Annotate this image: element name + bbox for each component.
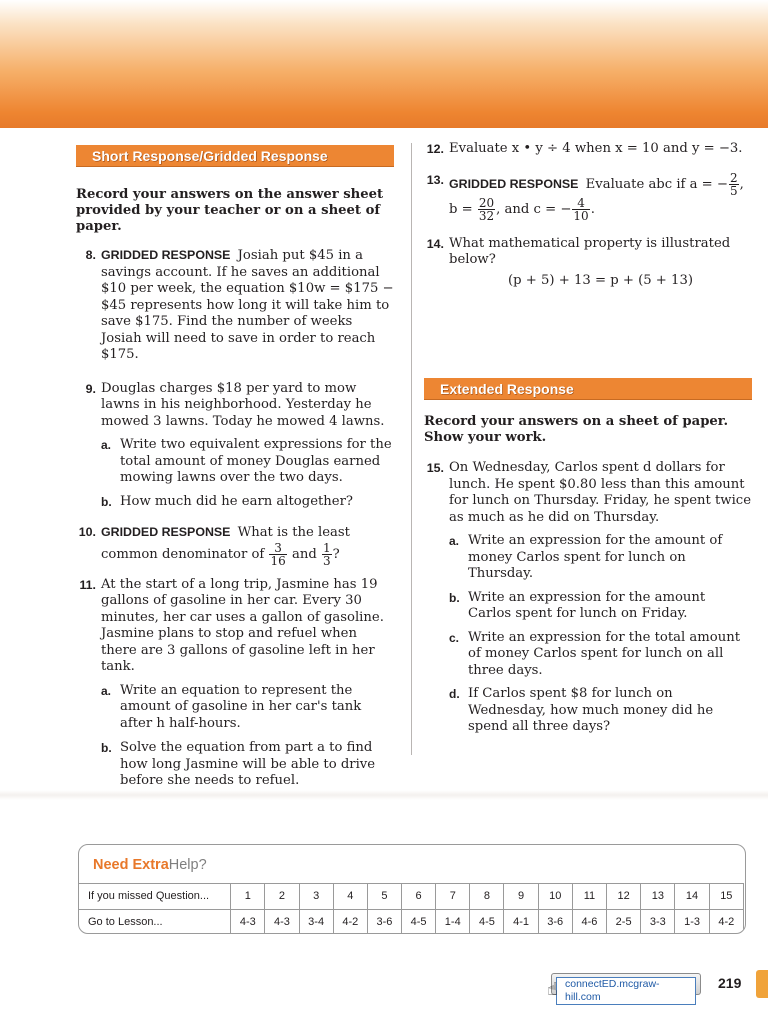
question-cell: 3 (299, 884, 333, 910)
question-text: Josiah put $45 in a savings account. If he saves an additional $10 per week, the equation $10w = $175 − $45 represents how long it will take him to save $175. Find the number of weeks Josiah will need to save in order to reach $175. (101, 248, 394, 362)
part-label: a. (101, 683, 112, 698)
lessons-row (78, 910, 744, 935)
c-equals: , and c = − (496, 201, 572, 217)
help-table (78, 883, 744, 934)
question-number: 14. (426, 236, 444, 251)
question-11a (101, 683, 394, 733)
connected-link[interactable] (551, 973, 701, 1003)
question-cell: 12 (607, 884, 641, 910)
part-text: Write an expression for the amount Carlos spent for lunch on Friday. (468, 589, 706, 621)
right-column (424, 141, 752, 736)
question-cell: 14 (675, 884, 709, 910)
question-9b (101, 494, 394, 511)
part-label: b. (101, 741, 112, 755)
part-text: Solve the equation from part a to find how long Jasmine will be able to drive before she needs to refuel. (120, 740, 376, 788)
question-mark: ? (332, 546, 340, 562)
question-cell: 7 (436, 884, 470, 910)
part-text: Write two equivalent expressions for the total amount of money Douglas earned mowing lawns over the two days. (120, 437, 392, 485)
lesson-cell: 4-6 (572, 910, 606, 935)
question-15d (449, 686, 752, 736)
extended-response-instructions: Record your answers on a sheet of paper. Show your work. (424, 414, 729, 445)
gridded-response-tag: GRIDDED RESPONSE (449, 176, 579, 191)
short-response-header: Short Response/Gridded Response (76, 145, 394, 167)
part-text: Write an expression for the total amount of money Carlos spent for lunch on all three days. (468, 629, 741, 678)
question-number: 9. (85, 381, 96, 396)
part-label: d. (449, 687, 460, 701)
question-cell: 5 (367, 884, 401, 910)
fraction-3-16: $\frac{3}{16}$ (270, 540, 286, 568)
short-response-instructions: Record your answers on the answer sheet provided by your teacher or on a sheet of paper. (76, 187, 384, 234)
part-text: Write an equation to represent the amount of gasoline in her car's tank after h half-hours. (120, 682, 362, 731)
part-label: c. (449, 630, 460, 645)
question-9 (76, 381, 394, 511)
question-text: On Wednesday, Carlos spent d dollars for lunch. He spent $0.80 less than this amount for lunch on Thursday. Friday, he spent twice as much as he did on Thursday. (449, 460, 751, 525)
question-cell: 2 (265, 884, 299, 910)
question-15c (449, 630, 752, 680)
question-cell: 10 (538, 884, 572, 910)
question-13: 13. GRIDDED RESPONSE Evaluate abc if a = − $\frac{2}{5}$ , b = $\frac{20}{32}$ , and c = − $\frac{4}{10}$ . (424, 172, 752, 222)
question-number: 12. (426, 142, 444, 156)
fraction-1-3: $\frac{1}{3}$ (322, 540, 331, 568)
question-text: Douglas charges $18 per yard to mow lawns in his neighborhood. Yesterday he mowed 3 lawns. Today he mowed 4 lawns. (101, 380, 385, 429)
fraction-c: $\frac{4}{10}$ (573, 195, 589, 223)
question-cell: 15 (709, 884, 743, 910)
question-12 (424, 141, 752, 158)
lesson-cell: 1-3 (675, 910, 709, 935)
question-text: Evaluate x • y ÷ 4 when x = 10 and y = −3. (449, 141, 743, 156)
question-cell: 11 (572, 884, 606, 910)
corner-tab (756, 970, 768, 998)
need-extra-help-box (78, 844, 746, 934)
part-text: If Carlos spent $8 for lunch on Wednesday, how much money did he spend all three days? (468, 686, 714, 734)
left-column (76, 145, 394, 790)
connected-link-text[interactable]: connectED.mcgraw-hill.com (556, 977, 696, 1005)
lesson-cell: 3-3 (641, 910, 675, 935)
and-text: and (291, 546, 317, 562)
question-11 (76, 577, 394, 790)
lesson-cell: 3-4 (299, 910, 333, 935)
question-14 (424, 236, 752, 290)
question-number: 13. (426, 172, 444, 187)
column-divider (411, 143, 412, 755)
need-extra-help-title (93, 857, 207, 874)
lesson-cell: 4-2 (709, 910, 743, 935)
question-text: Evaluate abc if a = − (585, 176, 728, 192)
lesson-cell: 4-5 (470, 910, 504, 935)
b-equals: b = (449, 201, 473, 217)
question-cell: 9 (504, 884, 538, 910)
part-label: b. (449, 590, 460, 605)
question-number: 15. (426, 461, 444, 475)
property-equation: (p + 5) + 13 = p + (5 + 13) (508, 272, 693, 288)
questions-row (78, 884, 744, 910)
extended-response-header: Extended Response (424, 378, 752, 400)
row-label: Go to Lesson... (78, 910, 231, 935)
part-text: How much did he earn altogether? (120, 493, 353, 509)
question-15 (424, 460, 752, 736)
row-label: If you missed Question... (78, 884, 231, 910)
fraction-a: $\frac{2}{5}$ (729, 170, 738, 198)
part-label: b. (101, 494, 112, 509)
gridded-response-tag: GRIDDED RESPONSE (101, 525, 231, 539)
question-15b (449, 590, 752, 623)
part-text: Write an expression for the amount of money Carlos spent for lunch on Thursday. (468, 533, 723, 581)
lesson-cell: 4-2 (333, 910, 367, 935)
question-15a (449, 533, 752, 583)
lesson-cell: 1-4 (436, 910, 470, 935)
part-label: a. (101, 438, 112, 452)
lesson-cell: 4-1 (504, 910, 538, 935)
question-9a (101, 437, 394, 487)
question-cell: 8 (470, 884, 504, 910)
question-text: At the start of a long trip, Jasmine has 19 gallons of gasoline in her car. Every 30 minutes, her car uses a gallon of gasoline. Jasmine plans to stop and refuel when there are 3 gallons of gasoline left in her tank. (101, 576, 384, 674)
lesson-cell: 3-6 (367, 910, 401, 935)
part-label: a. (449, 534, 460, 548)
question-cell: 13 (641, 884, 675, 910)
lesson-cell: 4-5 (402, 910, 436, 935)
question-number: 10. (78, 525, 96, 539)
lesson-cell: 4-3 (265, 910, 299, 935)
header-banner (0, 0, 768, 128)
question-cell: 6 (402, 884, 436, 910)
question-8 (76, 247, 394, 364)
lesson-cell: 4-3 (231, 910, 265, 935)
page-fold-shadow (0, 790, 768, 800)
question-cell: 1 (231, 884, 265, 910)
question-number: 8. (85, 248, 96, 262)
question-10 (76, 524, 394, 567)
question-number: 11. (79, 577, 96, 592)
question-cell: 4 (333, 884, 367, 910)
question-text: What is the least common denominator of (101, 525, 350, 562)
title-help: Help? (168, 857, 207, 873)
hand-cursor-icon: ☝ (547, 979, 558, 1000)
question-text: What mathematical property is illustrated below? (449, 235, 731, 267)
lesson-cell: 3-6 (538, 910, 572, 935)
lesson-cell: 2-5 (607, 910, 641, 935)
question-11b (101, 740, 394, 790)
gridded-response-tag: GRIDDED RESPONSE (101, 248, 231, 262)
page-number: 219 (718, 975, 742, 991)
title-need-extra: Need Extra (93, 857, 169, 873)
fraction-b: $\frac{20}{32}$ (478, 195, 495, 223)
